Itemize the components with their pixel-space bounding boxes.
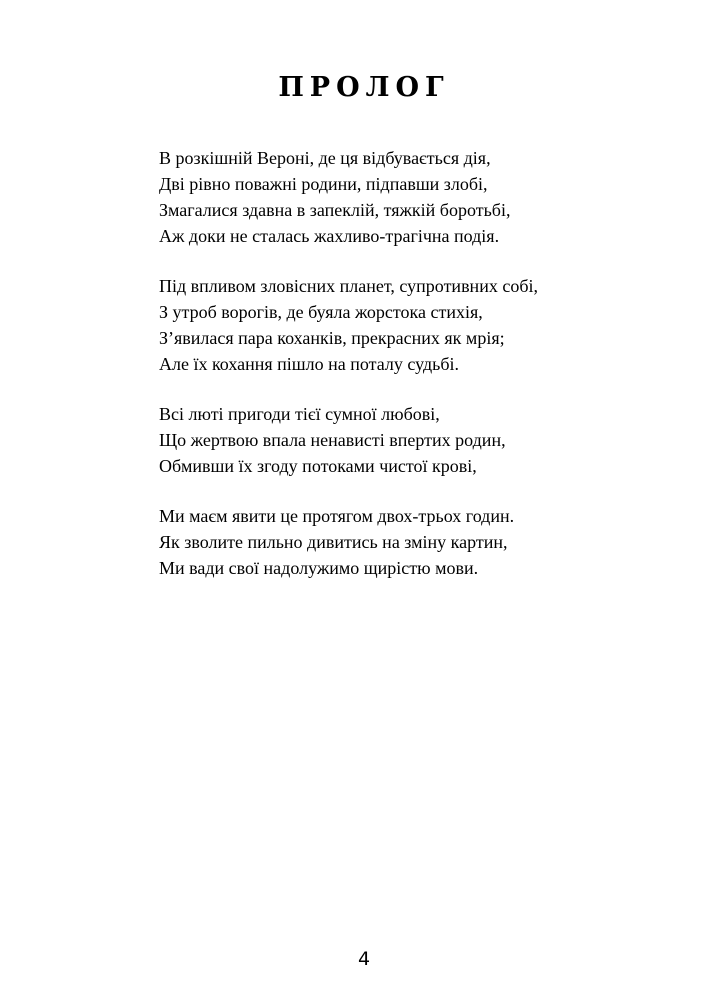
stanza-4 bbox=[159, 503, 679, 581]
poem-line: Ми маєм явити це протягом двох-трьох годин. bbox=[159, 506, 515, 526]
poem-body bbox=[159, 145, 679, 605]
stanza-1 bbox=[159, 145, 679, 249]
poem-line: Але їх кохання пішло на поталу судьбі. bbox=[159, 354, 460, 374]
poem-line: Ми вади свої надолужимо щирістю мови. bbox=[159, 558, 479, 578]
stanza-2 bbox=[159, 273, 679, 377]
poem-line: Аж доки не сталась жахливо-трагічна подія. bbox=[159, 226, 500, 246]
page-title: ПРОЛОГ bbox=[278, 72, 450, 103]
poem-line: З’явилася пара коханків, прекрасних як мрія; bbox=[159, 328, 505, 348]
poem-line: В розкішній Вероні, де ця відбувається дія, bbox=[159, 148, 491, 168]
poem-line: Як зволите пильно дивитись на зміну картин, bbox=[159, 532, 508, 552]
poem-line: З утроб ворогів, де буяла жорстока стихія, bbox=[159, 302, 483, 322]
poem-line: Дві рівно поважні родини, підпавши злобі, bbox=[159, 174, 488, 194]
poem-line: Змагалися здавна в запеклій, тяжкій боротьбі, bbox=[159, 200, 511, 220]
page-number: 4 bbox=[357, 948, 371, 970]
stanza-3 bbox=[159, 401, 679, 479]
poem-line: Що жертвою впала ненависті впертих родин, bbox=[159, 430, 506, 450]
poem-line: Під впливом зловісних планет, супротивних собі, bbox=[159, 276, 538, 296]
poem-line: Обмивши їх згоду потоками чистої крові, bbox=[159, 456, 477, 476]
poem-line: Всі люті пригоди тієї сумної любові, bbox=[159, 404, 440, 424]
